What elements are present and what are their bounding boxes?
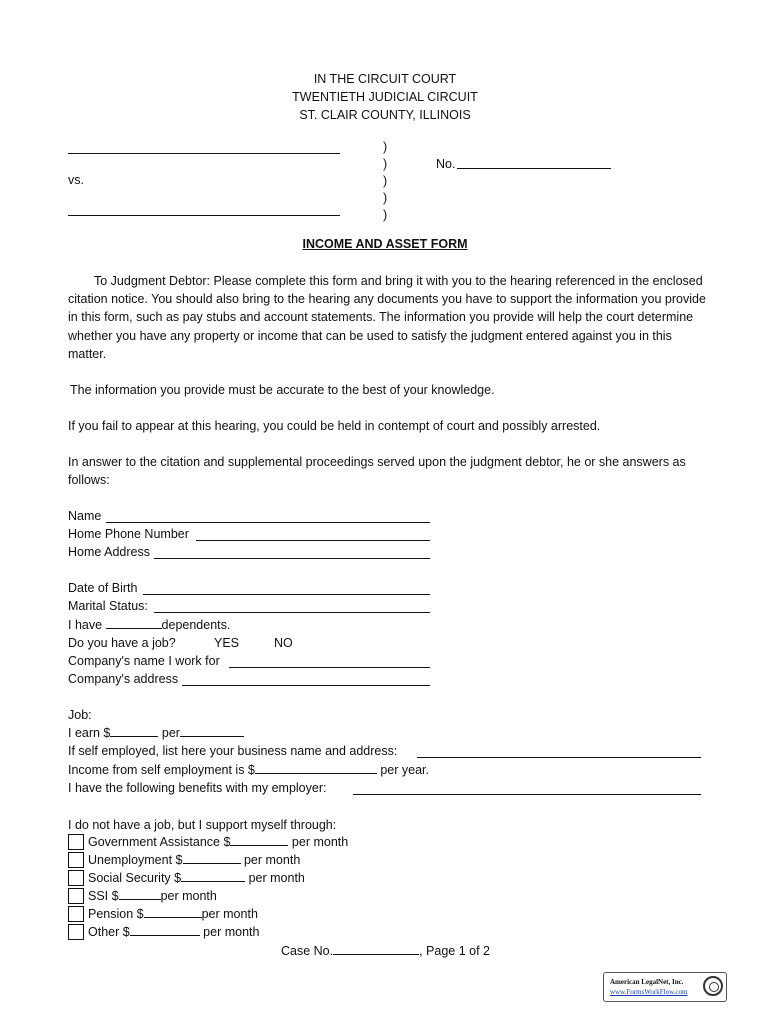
circuit-name: TWENTIETH JUDICIAL CIRCUIT xyxy=(292,90,478,104)
name-field[interactable] xyxy=(106,522,430,523)
address-row xyxy=(68,543,150,561)
plaintiff-line[interactable] xyxy=(68,153,340,154)
marital-label: Marital Status: xyxy=(68,599,148,613)
company-address-label: Company's address xyxy=(68,672,179,686)
logo-url-link[interactable]: www.FormsWorkFlow.com xyxy=(610,988,688,996)
court-name: IN THE CIRCUIT COURT xyxy=(313,72,457,86)
caption-paren: ) xyxy=(383,140,388,154)
income-row xyxy=(68,761,429,779)
caption-paren: ) xyxy=(383,208,388,222)
benefits-field[interactable] xyxy=(353,794,701,795)
name-row xyxy=(68,507,101,525)
phone-label: Home Phone Number xyxy=(68,527,189,541)
caption-paren: ) xyxy=(383,191,388,205)
accuracy-paragraph: The information you provide must be accurate to the best of your knowledge. xyxy=(70,383,495,397)
marital-field[interactable] xyxy=(154,612,430,613)
caption-paren: ) xyxy=(383,174,388,188)
phone-row xyxy=(68,525,189,543)
other-checkbox[interactable] xyxy=(68,924,84,940)
self-employed-field[interactable] xyxy=(417,757,701,758)
company-name-field[interactable] xyxy=(229,667,430,668)
earn-per: per xyxy=(161,726,180,740)
case-number-field[interactable] xyxy=(457,168,611,169)
page-number: , Page 1 of 2 xyxy=(419,944,490,958)
support-item: Pension $ per month xyxy=(88,907,258,921)
footer-case-label: Case No. xyxy=(281,944,334,958)
social-security-checkbox[interactable] xyxy=(68,870,84,886)
support-label: I do not have a job, but I support myself through: xyxy=(68,818,337,832)
versus-label: vs. xyxy=(68,173,84,187)
income-suffix: per year. xyxy=(380,763,429,777)
answer-paragraph: In answer to the citation and supplemental proceedings served upon the judgment debtor, he or she answers as follows: xyxy=(68,455,686,488)
unemployment-field[interactable] xyxy=(183,851,241,864)
defendant-line[interactable] xyxy=(68,215,340,216)
earn-row xyxy=(68,724,244,742)
ssi-field[interactable] xyxy=(119,887,161,900)
phone-field[interactable] xyxy=(196,540,430,541)
self-employed-label: If self employed, list here your business name and address: xyxy=(68,744,398,758)
address-label: Home Address xyxy=(68,545,150,559)
yes-option[interactable]: YES xyxy=(214,636,240,650)
benefits-label: I have the following benefits with my employer: xyxy=(68,781,327,795)
contempt-paragraph: If you fail to appear at this hearing, you could be held in contempt of court and possibly arrested. xyxy=(68,419,601,433)
name-label: Name xyxy=(68,509,102,523)
marital-row xyxy=(68,597,148,615)
government-assistance-field[interactable] xyxy=(230,833,288,846)
support-item: Unemployment $ per month xyxy=(88,853,301,867)
support-item: SSI $ per month xyxy=(88,889,217,903)
caption-paren: ) xyxy=(383,157,388,171)
support-item: Other $ per month xyxy=(88,925,260,939)
company-address-field[interactable] xyxy=(182,685,430,686)
american-legalnet-logo xyxy=(603,972,727,1002)
dependents-field[interactable] xyxy=(106,616,162,629)
company-address-row xyxy=(68,670,178,688)
footer-case-field[interactable] xyxy=(333,942,419,955)
unemployment-checkbox[interactable] xyxy=(68,852,84,868)
pension-field[interactable] xyxy=(144,905,202,918)
company-name-row xyxy=(68,652,220,670)
income-field[interactable] xyxy=(255,761,377,774)
company-name-label: Company's name I work for xyxy=(68,654,220,668)
dob-row xyxy=(68,579,137,597)
dependents-prefix: I have xyxy=(68,618,103,632)
support-item: Social Security $ per month xyxy=(88,871,305,885)
dob-field[interactable] xyxy=(143,594,430,595)
form-title: INCOME AND ASSET FORM xyxy=(302,237,468,251)
support-item: Government Assistance $ per month xyxy=(88,835,349,849)
dependents-suffix: dependents. xyxy=(161,618,231,632)
earn-prefix: I earn $ xyxy=(68,726,111,740)
county-name: ST. CLAIR COUNTY, ILLINOIS xyxy=(299,108,471,122)
address-field[interactable] xyxy=(154,558,430,559)
earn-amount-field[interactable] xyxy=(110,724,158,737)
other-field[interactable] xyxy=(130,923,200,936)
government-assistance-checkbox[interactable] xyxy=(68,834,84,850)
ssi-checkbox[interactable] xyxy=(68,888,84,904)
logo-company-name: American LegalNet, Inc. xyxy=(610,978,684,986)
logo-seal-icon xyxy=(703,976,723,996)
case-number-label: No. xyxy=(436,157,456,171)
page-footer xyxy=(281,942,490,960)
dob-label: Date of Birth xyxy=(68,581,138,595)
intro-paragraph: To Judgment Debtor: Please complete this form and bring it with you to the hearing referenced in the enclosed citation notice. You should also bring to the hearing any documents you have to support the information you provide in this form, such as pay stubs and account statements. The information you provide will help the court determine whether you have any property or income that can be used to satisfy the judgment entered against you in this matter. xyxy=(68,274,706,361)
job-label: Job: xyxy=(68,708,92,722)
no-option[interactable]: NO xyxy=(274,636,293,650)
income-prefix: Income from self employment is $ xyxy=(68,763,255,777)
pension-checkbox[interactable] xyxy=(68,906,84,922)
social-security-field[interactable] xyxy=(181,869,245,882)
job-question-label: Do you have a job? xyxy=(68,636,176,650)
earn-period-field[interactable] xyxy=(180,724,244,737)
dependents-row xyxy=(68,616,230,634)
